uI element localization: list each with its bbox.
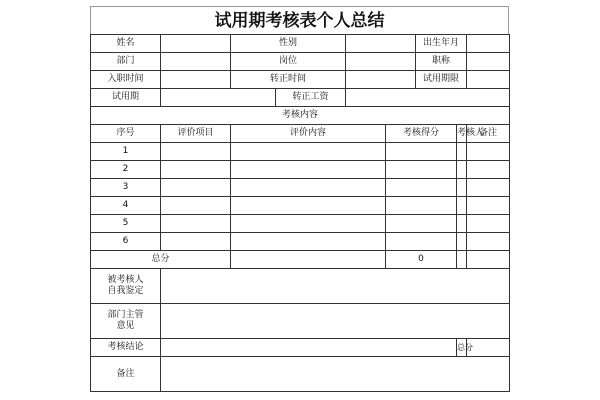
content-cell[interactable]	[231, 143, 386, 161]
header-no: 序号	[91, 125, 161, 143]
post-cell[interactable]	[346, 53, 416, 71]
row-no: 1	[91, 143, 161, 161]
item-cell[interactable]	[161, 143, 231, 161]
manager-label-line1: 部门主管	[107, 310, 144, 320]
score-cell[interactable]	[386, 215, 457, 233]
header-assessor: 考核人	[457, 125, 467, 143]
assessor-cell[interactable]	[457, 215, 467, 233]
content-cell[interactable]	[231, 233, 386, 251]
conclusion-row	[91, 339, 510, 357]
self-eval-label-line1: 被考核人	[107, 275, 144, 285]
regular-salary-cell[interactable]	[346, 89, 510, 107]
assessor-cell[interactable]	[457, 161, 467, 179]
gender-cell[interactable]	[346, 35, 416, 53]
regular-label: 转正时间	[231, 71, 346, 89]
remark-cell[interactable]	[467, 161, 510, 179]
info-row-3	[91, 71, 510, 89]
info-row-2	[91, 53, 510, 71]
dept-cell[interactable]	[161, 53, 231, 71]
row-no: 5	[91, 215, 161, 233]
name-cell[interactable]	[161, 35, 231, 53]
score-cell[interactable]	[386, 161, 457, 179]
assessor-cell[interactable]	[457, 233, 467, 251]
rank-label: 职称	[416, 53, 467, 71]
gender-label: 性别	[231, 35, 346, 53]
total-label: 总分	[91, 251, 231, 269]
table-row	[91, 143, 510, 161]
item-cell[interactable]	[161, 233, 231, 251]
row-no: 2	[91, 161, 161, 179]
assessor-cell[interactable]	[457, 197, 467, 215]
score-cell[interactable]	[386, 197, 457, 215]
self-eval-cell[interactable]	[161, 269, 510, 304]
info-row-4	[91, 89, 510, 107]
remark-cell[interactable]	[467, 179, 510, 197]
regular-cell[interactable]	[346, 71, 416, 89]
rank-cell[interactable]	[467, 53, 510, 71]
header-remark: 备注	[467, 125, 510, 143]
footer-total-label: 总分	[457, 339, 467, 357]
remark-row	[91, 357, 510, 392]
conclusion-cell[interactable]	[161, 339, 457, 357]
table-row	[91, 179, 510, 197]
content-cell[interactable]	[231, 197, 386, 215]
assessor-cell[interactable]	[457, 143, 467, 161]
total-remark-cell[interactable]	[467, 251, 510, 269]
info-row-1	[91, 35, 510, 53]
entry-cell[interactable]	[161, 71, 231, 89]
row-no: 3	[91, 179, 161, 197]
section-title: 考核内容	[91, 107, 510, 125]
score-cell[interactable]	[386, 233, 457, 251]
row-no: 6	[91, 233, 161, 251]
remark-cell[interactable]	[467, 233, 510, 251]
probation-period-label: 试用期限	[416, 71, 467, 89]
post-label: 岗位	[231, 53, 346, 71]
remark-cell[interactable]	[467, 215, 510, 233]
total-assessor-cell[interactable]	[457, 251, 467, 269]
item-cell[interactable]	[161, 161, 231, 179]
remark-label: 备注	[91, 357, 161, 392]
row-no: 4	[91, 197, 161, 215]
section-row	[91, 107, 510, 125]
assessor-cell[interactable]	[457, 179, 467, 197]
birth-label: 出生年月	[416, 35, 467, 53]
conclusion-label: 考核结论	[91, 339, 161, 357]
table-row	[91, 233, 510, 251]
self-eval-label	[91, 269, 161, 304]
table-row	[91, 161, 510, 179]
self-eval-row	[91, 269, 510, 304]
score-cell[interactable]	[386, 143, 457, 161]
header-item: 评价项目	[161, 125, 231, 143]
item-cell[interactable]	[161, 197, 231, 215]
manager-cell[interactable]	[161, 304, 510, 339]
manager-label	[91, 304, 161, 339]
remark-cell[interactable]	[467, 143, 510, 161]
birth-cell[interactable]	[467, 35, 510, 53]
header-score: 考核得分	[386, 125, 457, 143]
probation-cell[interactable]	[161, 89, 276, 107]
name-label: 姓名	[91, 35, 161, 53]
remark-cell[interactable]	[467, 197, 510, 215]
content-cell[interactable]	[231, 161, 386, 179]
entry-label: 入职时间	[91, 71, 161, 89]
form-title: 试用期考核表个人总结	[90, 6, 509, 34]
probation-label: 试用期	[91, 89, 161, 107]
assessment-form	[90, 6, 509, 392]
table-row	[91, 197, 510, 215]
content-cell[interactable]	[231, 179, 386, 197]
header-content: 评价内容	[231, 125, 386, 143]
self-eval-label-line2: 自我鉴定	[107, 286, 144, 296]
form-table	[90, 34, 510, 392]
score-cell[interactable]	[386, 179, 457, 197]
table-row	[91, 215, 510, 233]
remark-cell[interactable]	[161, 357, 510, 392]
total-value: 0	[386, 251, 457, 269]
manager-label-line2: 意见	[116, 321, 135, 331]
total-content-cell[interactable]	[231, 251, 386, 269]
probation-period-cell[interactable]	[467, 71, 510, 89]
dept-label: 部门	[91, 53, 161, 71]
header-row	[91, 125, 510, 143]
manager-row	[91, 304, 510, 339]
regular-salary-label: 转正工资	[276, 89, 346, 107]
total-row	[91, 251, 510, 269]
item-cell[interactable]	[161, 215, 231, 233]
item-cell[interactable]	[161, 179, 231, 197]
content-cell[interactable]	[231, 215, 386, 233]
